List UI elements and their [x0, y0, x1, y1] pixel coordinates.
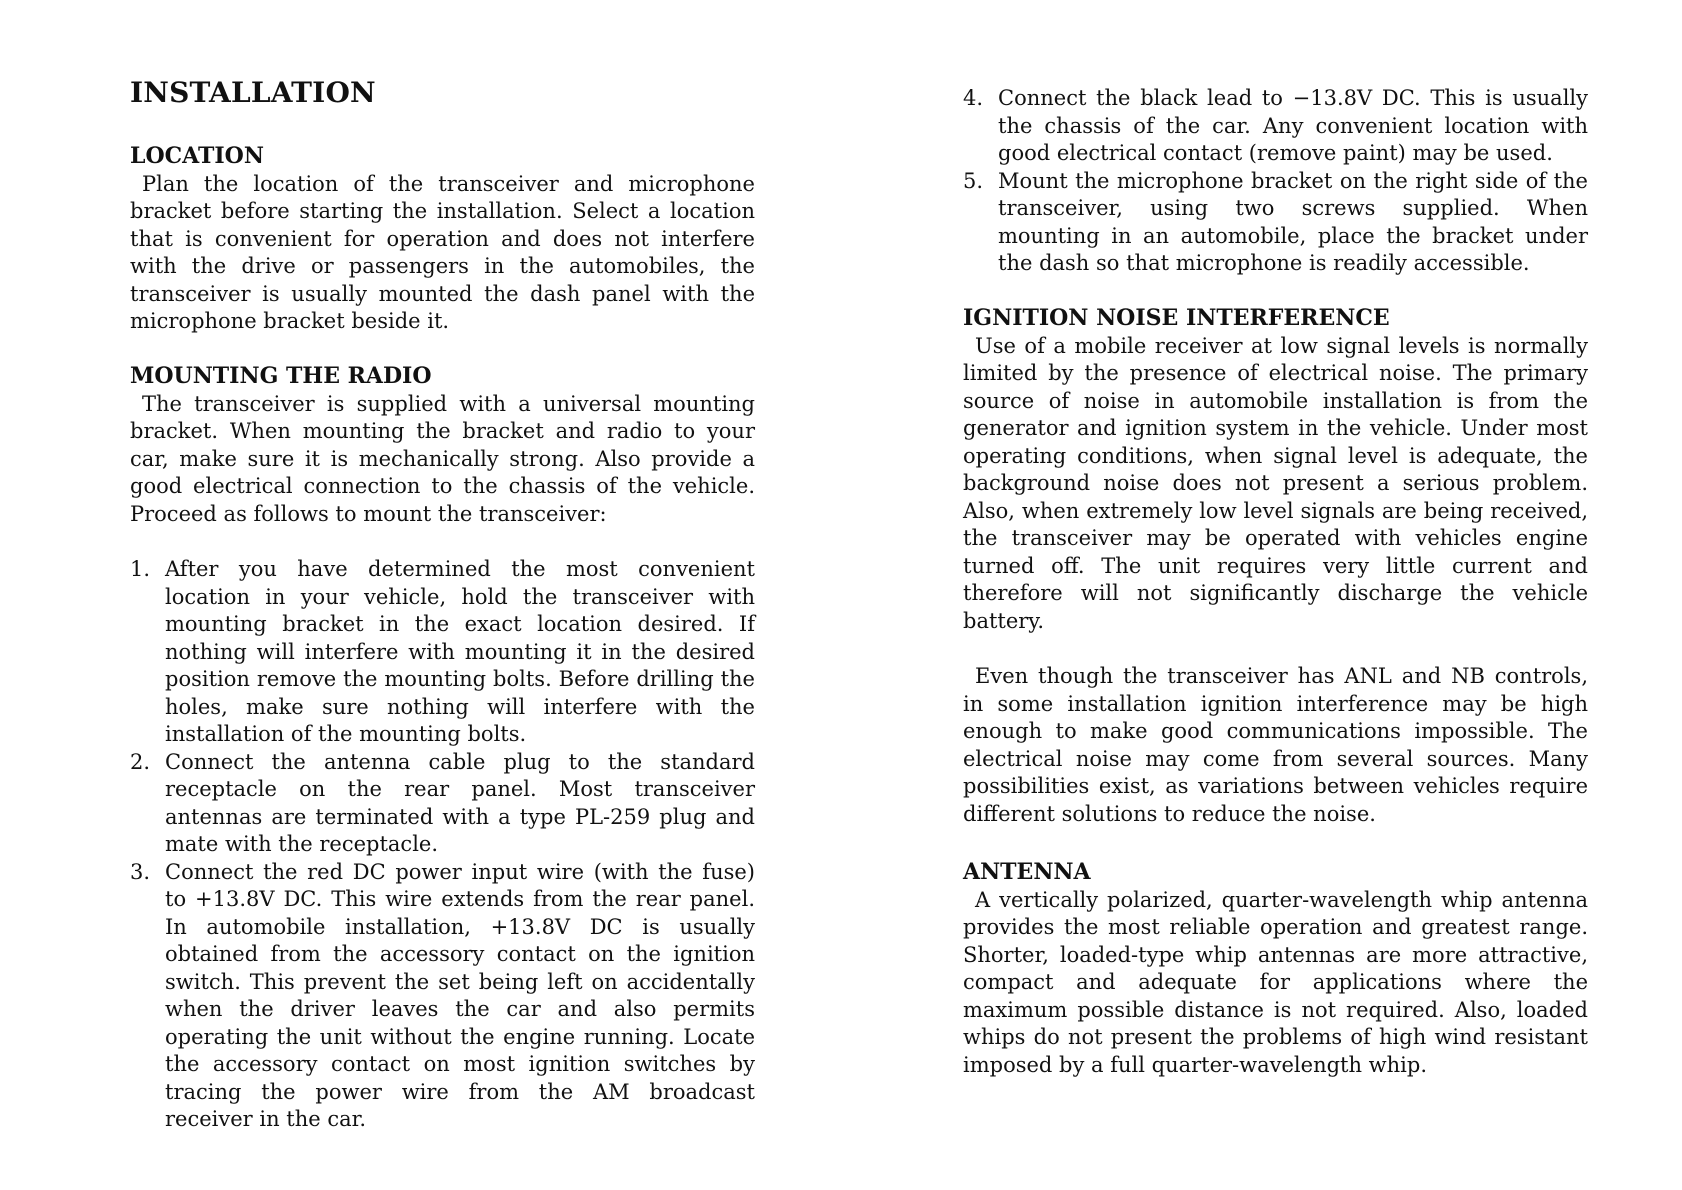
ignition-section-continued [963, 663, 1588, 828]
mounting-paragraph: The transceiver is supplied with a universal mounting bracket. When mounting the bracket and radio to your car, make sure it is mechanically strong. Also provide a good electrical connection to the chassis of the vehicle. Proceed as follows to mount the transceiver: [130, 391, 755, 526]
ignition-paragraph-2: Even though the transceiver has ANL and NB controls, in some installation ignition interference may be high enough to make good communications impossible. The electrical noise may come from several sources. Many possibilities exist, as variations between vehicles require different solutions to reduce the noise. [963, 664, 1588, 826]
step-number: 3. [130, 859, 151, 884]
step-text: Connect the black lead to −13.8V DC. This is usually the chassis of the car. Any convenient location with good electrical contact (remove paint) may be used. [998, 86, 1588, 165]
mounting-steps-left [130, 556, 755, 1134]
step-number: 5. [963, 168, 984, 193]
mounting-step [130, 749, 755, 859]
mounting-steps-right [963, 85, 1588, 278]
mounting-section [130, 363, 755, 528]
mounting-step [130, 859, 755, 1134]
location-section [130, 143, 755, 336]
location-paragraph: Plan the location of the transceiver and microphone bracket before starting the installation. Select a location that is convenient for operation and does not interfere with the drive or passengers in the automobiles, the transceiver is usually mounted the dash panel with the microphone bracket beside it. [130, 171, 755, 333]
step-text: After you have determined the most convenient location in your vehicle, hold the transceiver with mounting bracket in the exact location desired. If nothing will interfere with mounting it in the desired position remove the mounting bolts. Before drilling the holes, make sure nothing will interfere with the installation of the mounting bolts. [165, 557, 755, 746]
page-title: INSTALLATION [130, 76, 376, 109]
step-text: Mount the microphone bracket on the right side of the transceiver, using two screws supplied. When mounting in an automobile, place the bracket under the dash so that microphone is readily accessible. [998, 168, 1588, 275]
ignition-paragraph-1: Use of a mobile receiver at low signal levels is normally limited by the presence of electrical noise. The primary source of noise in automobile installation is from the generator and ignition system in the vehicle. Under most operating conditions, when signal level is adequate, the background noise does not present a serious problem. Also, when extremely low level signals are being received, the transceiver may be operated with vehicles engine turned off. The unit requires very little current and therefore will not significantly discharge the vehicle battery. [963, 333, 1588, 633]
step-number: 4. [963, 86, 984, 110]
step-text: Connect the antenna cable plug to the standard receptacle on the rear panel. Most transceiver antennas are terminated with a type PL-259 plug and mate with the receptacle. [165, 749, 755, 856]
antenna-section [963, 859, 1588, 1079]
mounting-steps-list [130, 556, 755, 1134]
step-number: 1. [130, 557, 151, 581]
ignition-section [963, 305, 1588, 635]
mounting-heading: MOUNTING THE RADIO [130, 363, 432, 389]
step-number: 2. [130, 749, 151, 774]
antenna-heading: ANTENNA [963, 859, 1091, 885]
mounting-step [130, 556, 755, 749]
step-text: Connect the red DC power input wire (with the fuse) to +13.8V DC. This wire extends from the rear panel. In automobile installation, +13.8V DC is usually obtained from the accessory contact on the ignition switch. This prevent the set being left on accidentally when the driver leaves the car and also permits operating the unit without the engine running. Locate the accessory contact on most ignition switches by tracing the power wire from the AM broadcast receiver in the car. [165, 859, 755, 1131]
mounting-steps-list-continued [963, 85, 1588, 278]
mounting-step [963, 168, 1588, 278]
location-heading: LOCATION [130, 143, 264, 169]
mounting-step [963, 85, 1588, 168]
antenna-paragraph: A vertically polarized, quarter-wavelength whip antenna provides the most reliable operation and greatest range. Shorter, loaded-type whip antennas are more attractive, compact and adequate for applications where the maximum possible distance is not required. Also, loaded whips do not present the problems of high wind resistant imposed by a full quarter-wavelength whip. [963, 887, 1588, 1077]
ignition-heading: IGNITION NOISE INTERFERENCE [963, 305, 1390, 331]
